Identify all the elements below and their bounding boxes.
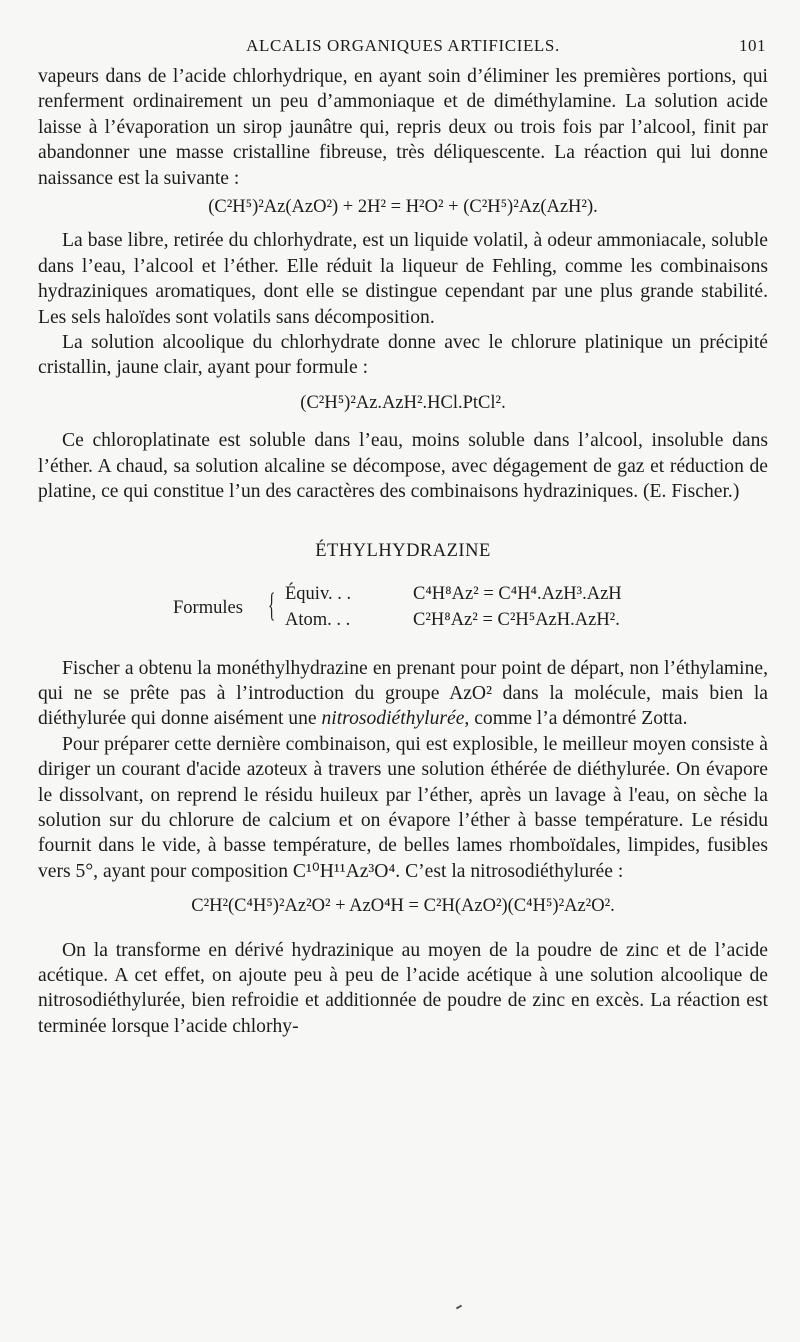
paragraph-1: vapeurs dans de l’acide chlorhydrique, en ayant soin d’éliminer les premières portions, qui renferment ordinairement un peu d’ammoniaque et de diméthylamine. La solution acide laisse à l’évaporation un sirop jaunâtre qui, repris deux ou trois fois par l’alcool, finit par abandonner une masse cristalline fibreuse, très déliquescente. La réaction qui lui donne naissance est la suivante : — [38, 66, 768, 189]
paragraph-6: Pour préparer cette dernière combinaison, qui est explosible, le meilleur moyen consiste à diriger un courant d'acide azoteux à travers une solution éthérée de diéthylurée. On évapore le dissolvant, on reprend le résidu huileux par l’éther, après un lavage à l'eau, on sèche la solution sur du chlorure de calcium et on évapore l’éther à basse température. Le résidu fournit dans le vide, à basse température, de belles lames rhomboïdales, limpides, fusibles vers 5°, ayant pour composition C¹⁰H¹¹Az³O⁴. C’est la nitrosodiéthylurée : — [38, 733, 768, 882]
formula-nitroso: C²H²(C⁴H⁵)²Az²O² + AzO⁴H = C²H(AzO²)(C⁴H⁵)²Az²O². — [191, 896, 615, 917]
running-header — [38, 36, 768, 64]
paragraph-5-text-a: Fischer a obtenu la monéthylhydrazine en prenant pour point de départ, non l’éthylamine, qui ne se prête pas à l’introduction du groupe AzO² dans la molécule, mais bien la diéthylurée qui donne aisément une — [38, 657, 768, 730]
paragraph-5-text-b: , comme l’a démontré Zotta. — [464, 708, 688, 730]
formula-reduction: (C²H⁵)²Az(AzO²) + 2H² = H²O² + (C²H⁵)²Az(AzH²). — [208, 197, 598, 218]
paragraph-4: Ce chloroplatinate est soluble dans l’eau, moins soluble dans l’alcool, insoluble dans l’éther. A chaud, sa solution alcaline se décompose, avec dégagement de gaz et réduction de platine, ce qui constitue l’un des caractères des combinaisons hydraziniques. (E. Fischer.) — [38, 430, 768, 503]
paragraph-2: La base libre, retirée du chlorhydrate, est un liquide volatil, à odeur ammoniacale, soluble dans l’eau, l’alcool et l’éther. Elle réduit la liqueur de Fehling, comme les combinaisons hydraziniques aromatiques, dont elle se distingue cependant par une plus grande stabilité. Les sels haloïdes sont volatils sans décomposition. — [38, 230, 768, 328]
paragraph-3: La solution alcoolique du chlorhydrate donne avec le chlorure platinique un précipité cristallin, jaune clair, ayant pour formule : — [38, 332, 768, 379]
formula-chloroplatinate: (C²H⁵)²Az.AzH².HCl.PtCl². — [300, 392, 506, 413]
formulas-block — [38, 580, 768, 642]
print-speck — [456, 1305, 462, 1310]
brace-glyph: { — [268, 586, 276, 624]
formula-value: C⁴H⁸Az² = C⁴H⁴.AzH³.AzH — [413, 583, 622, 604]
formula-row-atom — [285, 610, 620, 631]
paragraph-5-emphasis: nitrosodiéthylurée — [321, 708, 465, 730]
paragraph-5 — [38, 656, 768, 732]
formula-term: Atom. . . — [285, 609, 351, 630]
formula-term: Équiv. . . — [285, 583, 352, 604]
page-number: 101 — [739, 36, 766, 55]
section-title: ÉTHYLHYDRAZINE — [315, 540, 491, 561]
document-page — [38, 36, 768, 1039]
paragraph-7: On la transforme en dérivé hydrazinique au moyen de la poudre de zinc et de l’acide acétique. A cet effet, on ajoute peu à peu de l’acide acétique à une solution alcoolique de nitrosodiéthylurée, bien refroidie et additionnée de poudre de zinc en excès. La réaction est terminée lorsque l’acide chlorhy- — [38, 939, 768, 1037]
formula-value: C²H⁸Az² = C²H⁵AzH.AzH². — [413, 609, 620, 630]
formulas-label: Formules — [173, 597, 243, 618]
formula-row-equiv — [285, 584, 622, 605]
running-title: ALCALIS ORGANIQUES ARTIFICIELS. — [246, 36, 560, 55]
